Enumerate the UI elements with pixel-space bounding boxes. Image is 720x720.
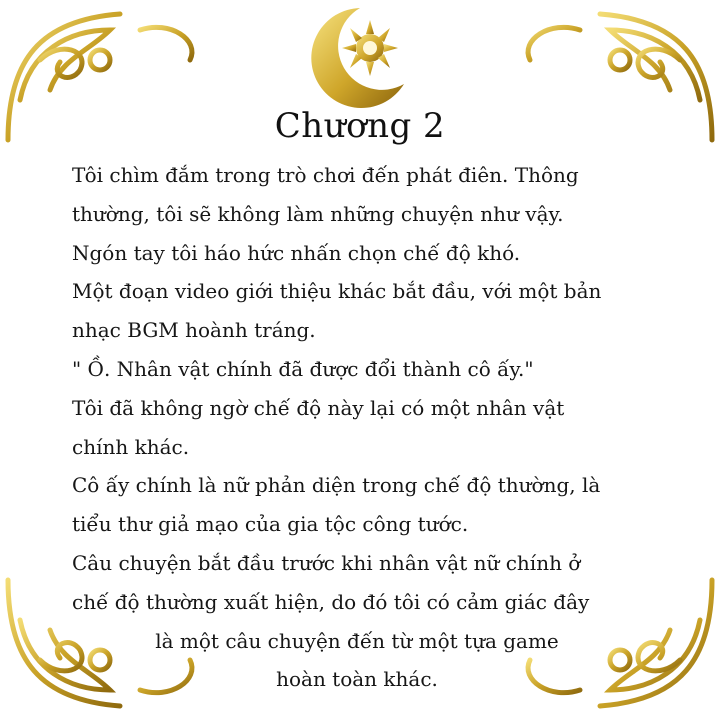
text-line: hoàn toàn khác. — [276, 667, 438, 692]
text-line: nhạc BGM hoành tráng. — [72, 318, 316, 343]
text-line: Ngón tay tôi háo hức nhấn chọn chế độ khó. — [72, 240, 521, 265]
text-line: thường, tôi sẽ không làm những chuyện như vậy. — [72, 201, 564, 226]
text-line: là một câu chuyện đến từ một tựa game — [155, 628, 559, 653]
text-line: Tôi chìm đắm trong trò chơi đến phát điên. Thông — [72, 163, 579, 187]
chapter-body — [72, 156, 682, 699]
text-line: " Ồ. Nhân vật chính đã được đổi thành cô ấy." — [72, 356, 534, 381]
sun-moon-emblem-icon — [304, 4, 416, 112]
text-line: chính khác. — [72, 434, 190, 459]
text-line: chế độ thường xuất hiện, do đó tôi có cảm giác đây — [72, 589, 590, 614]
text-line: tiểu thư giả mạo của gia tộc công tước. — [72, 512, 469, 537]
text-line: Câu chuyện bắt đầu trước khi nhân vật nữ chính ở — [72, 550, 581, 575]
text-line: Tôi đã không ngờ chế độ này lại có một nhân vật — [72, 395, 565, 420]
text-line: Cô ấy chính là nữ phản diện trong chế độ thường, là — [72, 473, 601, 498]
chapter-title: Chương 2 — [274, 106, 446, 146]
text-line: Một đoạn video giới thiệu khác bắt đầu, với một bản — [72, 279, 602, 304]
